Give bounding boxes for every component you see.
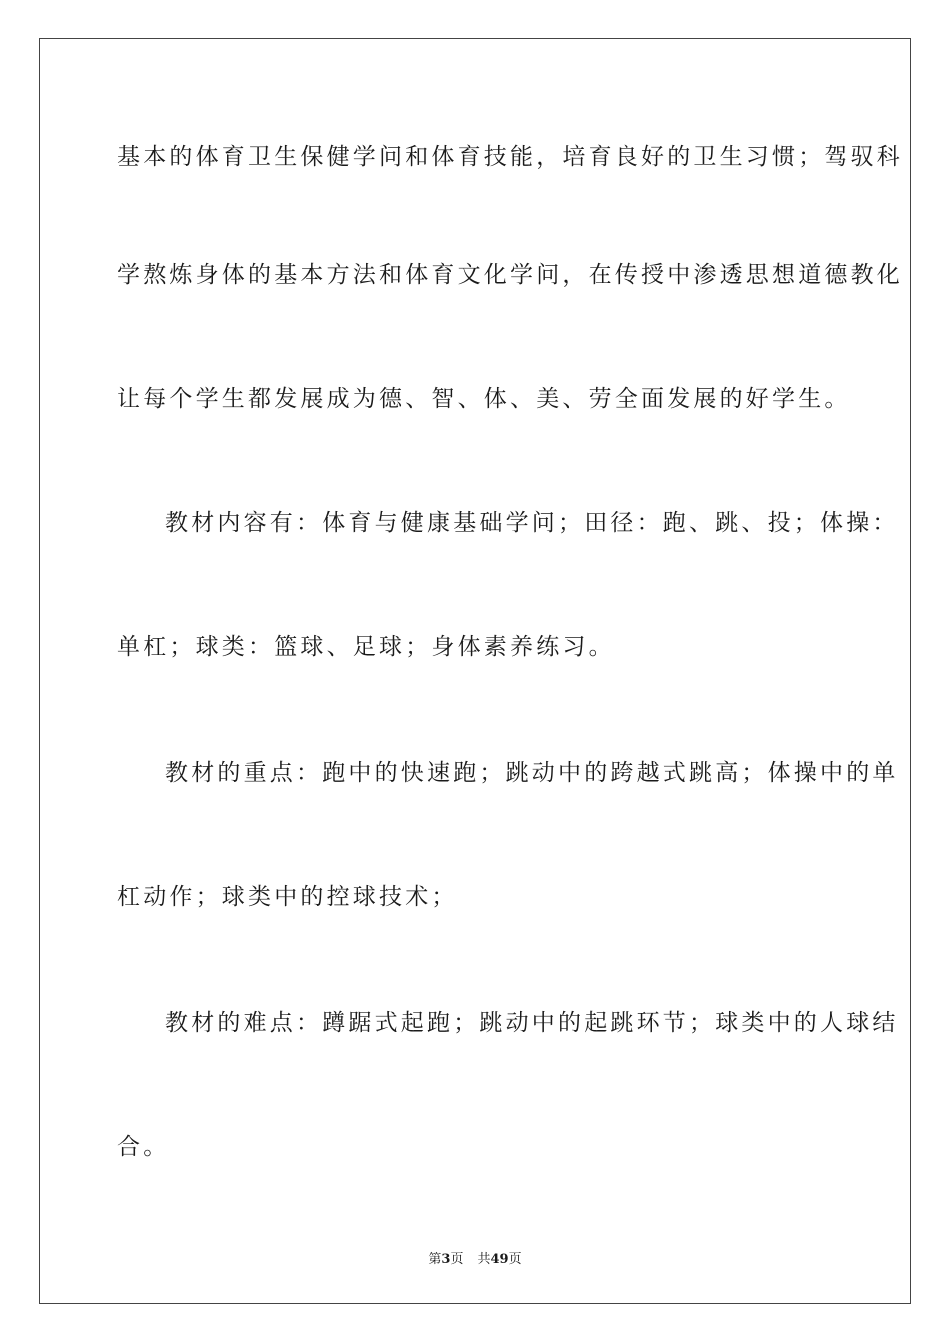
paragraph-key-points-line-1: 教材的重点：跑中的快速跑；跳动中的跨越式跳高；体操中的单 <box>165 760 899 786</box>
body-line-3: 让每个学生都发展成为德、智、体、美、劳全面发展的好学生。 <box>117 386 851 412</box>
total-prefix: 共 <box>477 1252 491 1267</box>
page-suffix: 页 <box>450 1252 464 1267</box>
page-prefix: 第 <box>428 1252 442 1267</box>
page-number: 3 <box>441 1252 451 1267</box>
body-line-2: 学熬炼身体的基本方法和体育文化学问，在传授中渗透思想道德教化 <box>117 262 903 288</box>
total-pages: 49 <box>490 1252 509 1267</box>
paragraph-difficulties-line-2: 合。 <box>117 1134 170 1160</box>
paragraph-difficulties-line-1: 教材的难点：蹲踞式起跑；跳动中的起跳环节；球类中的人球结 <box>165 1010 899 1036</box>
total-suffix: 页 <box>508 1252 522 1267</box>
page-frame <box>39 38 911 1304</box>
paragraph-content-line-2: 单杠；球类：篮球、足球；身体素养练习。 <box>117 634 615 660</box>
page-footer <box>0 1248 950 1267</box>
paragraph-content-line-1: 教材内容有：体育与健康基础学问；田径：跑、跳、投；体操： <box>165 510 899 536</box>
paragraph-key-points-line-2: 杠动作；球类中的控球技术； <box>117 884 458 910</box>
body-line-1: 基本的体育卫生保健学问和体育技能，培育良好的卫生习惯；驾驭科 <box>117 144 903 170</box>
